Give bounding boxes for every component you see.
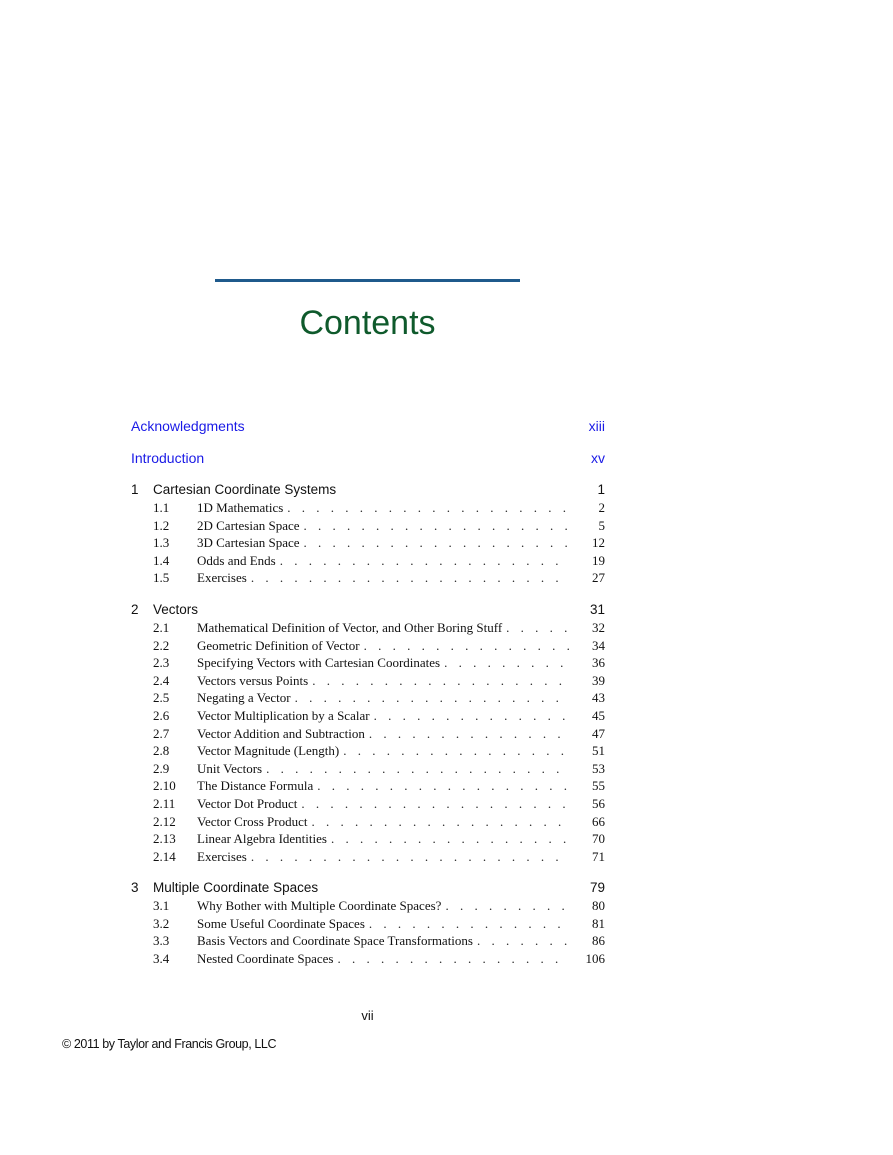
toc-section-title: 2D Cartesian Space: [197, 517, 304, 535]
toc-leader-dots: [317, 777, 569, 795]
toc-section-page: 19: [592, 552, 605, 568]
toc-section-title: 3D Cartesian Space: [197, 534, 304, 552]
toc-chapter-number: 1: [131, 482, 139, 497]
toc-leader-dots: [445, 897, 569, 915]
toc-section-row[interactable]: [131, 569, 605, 587]
table-of-contents: [131, 416, 605, 981]
toc-section-number: 3.3: [153, 933, 170, 949]
toc-section-page: 51: [592, 743, 605, 759]
toc-section-row[interactable]: [131, 742, 605, 760]
toc-section-number: 2.14: [153, 848, 176, 864]
toc-section-title: Vectors versus Points: [197, 672, 312, 690]
toc-section-number: 2.7: [153, 725, 170, 741]
toc-section-title: Vector Magnitude (Length): [197, 742, 343, 760]
toc-chapter: [131, 878, 605, 967]
toc-section-row[interactable]: [131, 534, 605, 552]
toc-section-row[interactable]: [131, 637, 605, 655]
toc-chapter-title: Multiple Coordinate Spaces: [153, 880, 319, 896]
title-rule: [215, 279, 520, 282]
toc-section-row[interactable]: [131, 499, 605, 517]
toc-chapter-number: 2: [131, 601, 139, 617]
toc-section-number: 2.12: [153, 813, 176, 829]
toc-section-page: 2: [598, 500, 605, 515]
toc-section-row[interactable]: [131, 517, 605, 535]
front-matter: [131, 416, 605, 468]
toc-section-page: 86: [592, 933, 605, 949]
toc-chapter-label: [131, 480, 336, 499]
toc-entry-page[interactable]: xv: [591, 450, 605, 466]
toc-section-page: 43: [592, 690, 605, 706]
toc-section-number: 2.5: [153, 690, 170, 706]
toc-section-row[interactable]: [131, 795, 605, 813]
toc-section-title: Vector Cross Product: [197, 813, 312, 831]
toc-entry-page[interactable]: xiii: [588, 418, 605, 434]
toc-section-page: 106: [585, 951, 605, 967]
toc-section-row[interactable]: [131, 725, 605, 743]
toc-section-page: 70: [592, 831, 605, 847]
toc-section-page: 81: [592, 915, 605, 931]
toc-front-entry[interactable]: [131, 416, 605, 436]
toc-section-title: Vector Addition and Subtraction: [197, 725, 369, 743]
toc-section-row[interactable]: [131, 932, 605, 950]
toc-leader-dots: [364, 637, 569, 655]
toc-chapter-page: 1: [597, 482, 605, 497]
toc-section-title: 1D Mathematics: [197, 499, 287, 517]
toc-section-page: 47: [592, 725, 605, 741]
toc-chapter-heading[interactable]: [131, 480, 605, 499]
toc-section-title: Vector Dot Product: [197, 795, 301, 813]
toc-section-title: Mathematical Definition of Vector, and Other Boring Stuff: [197, 619, 506, 637]
toc-entry-title[interactable]: Acknowledgments: [131, 418, 245, 434]
toc-leader-dots: [251, 848, 569, 866]
toc-leader-dots: [337, 950, 569, 968]
toc-section-number: 2.2: [153, 637, 170, 653]
toc-leader-dots: [312, 813, 570, 831]
toc-section-page: 55: [592, 778, 605, 794]
toc-section-page: 12: [592, 535, 605, 551]
toc-section-number: 1.5: [153, 570, 170, 586]
toc-entry-title[interactable]: Introduction: [131, 450, 205, 466]
toc-section-title: Unit Vectors: [197, 760, 266, 778]
toc-chapter-label: [131, 600, 198, 619]
toc-section-page: 45: [592, 707, 605, 723]
toc-section-title: Vector Multiplication by a Scalar: [197, 707, 374, 725]
toc-section-row[interactable]: [131, 707, 605, 725]
toc-section-title: Exercises: [197, 569, 251, 587]
page-title: Contents: [299, 304, 436, 342]
toc-leader-dots: [369, 915, 569, 933]
toc-leader-dots: [506, 619, 569, 637]
toc-leader-dots: [295, 689, 569, 707]
toc-chapter-title: Vectors: [153, 601, 199, 617]
toc-section-title: Negating a Vector: [197, 689, 295, 707]
toc-section-page: 39: [592, 672, 605, 688]
page-number: vii: [361, 1008, 374, 1023]
toc-section-number: 2.11: [153, 795, 176, 811]
toc-leader-dots: [331, 830, 569, 848]
toc-section-row[interactable]: [131, 897, 605, 915]
toc-leader-dots: [312, 672, 569, 690]
toc-section-number: 2.13: [153, 831, 176, 847]
toc-section-title: Geometric Definition of Vector: [197, 637, 364, 655]
toc-section-title: Odds and Ends: [197, 552, 280, 570]
toc-section-title: Why Bother with Multiple Coordinate Spaces?: [197, 897, 445, 915]
toc-section-number: 1.4: [153, 552, 170, 568]
toc-section-row[interactable]: [131, 689, 605, 707]
toc-section-title: Specifying Vectors with Cartesian Coordinates: [197, 654, 444, 672]
toc-chapter: [131, 480, 605, 587]
toc-chapter-title: Cartesian Coordinate Systems: [153, 482, 337, 497]
toc-chapter: [131, 600, 605, 865]
toc-section-number: 2.1: [153, 619, 170, 635]
toc-section-page: 80: [592, 898, 605, 914]
toc-leader-dots: [374, 707, 569, 725]
toc-section-page: 71: [592, 848, 605, 864]
toc-section-page: 66: [592, 813, 605, 829]
toc-section-number: 1.1: [153, 500, 170, 515]
toc-section-number: 3.2: [153, 915, 170, 931]
toc-section-number: 1.2: [153, 517, 170, 533]
toc-section-number: 3.4: [153, 951, 170, 967]
toc-section-title: Basis Vectors and Coordinate Space Transformations: [197, 932, 477, 950]
toc-section-title: The Distance Formula: [197, 777, 317, 795]
toc-leader-dots: [304, 517, 569, 535]
toc-section-title: Exercises: [197, 848, 251, 866]
toc-section-number: 1.3: [153, 535, 170, 551]
toc-section-row[interactable]: [131, 619, 605, 637]
toc-leader-dots: [280, 552, 569, 570]
toc-section-page: 36: [592, 655, 605, 671]
toc-section-row[interactable]: [131, 950, 605, 968]
toc-section-page: 56: [592, 795, 605, 811]
toc-leader-dots: [251, 569, 569, 587]
toc-section-row[interactable]: [131, 654, 605, 672]
toc-section-title: Some Useful Coordinate Spaces: [197, 915, 369, 933]
toc-section-page: 5: [598, 517, 605, 533]
toc-section-number: 2.4: [153, 672, 170, 688]
toc-section-number: 2.3: [153, 655, 170, 671]
toc-chapter-page: 79: [589, 880, 605, 896]
toc-section-row[interactable]: [131, 813, 605, 831]
toc-leader-dots: [477, 932, 569, 950]
toc-section-title: Linear Algebra Identities: [197, 830, 331, 848]
toc-section-row[interactable]: [131, 915, 605, 933]
toc-leader-dots: [304, 534, 569, 552]
toc-section-row[interactable]: [131, 830, 605, 848]
toc-section-row[interactable]: [131, 777, 605, 795]
toc-front-entry[interactable]: [131, 448, 605, 468]
toc-section-page: 34: [592, 637, 605, 653]
toc-chapter-number: 3: [131, 880, 139, 896]
toc-section-title: Nested Coordinate Spaces: [197, 950, 337, 968]
toc-leader-dots: [369, 725, 569, 743]
toc-chapter-heading[interactable]: [131, 878, 605, 897]
toc-section-number: 2.9: [153, 760, 170, 776]
toc-section-number: 2.6: [153, 707, 170, 723]
toc-leader-dots: [343, 742, 569, 760]
toc-section-number: 3.1: [153, 898, 170, 914]
toc-section-page: 53: [592, 760, 605, 776]
copyright-notice: © 2011 by Taylor and Francis Group, LLC: [62, 1037, 277, 1051]
toc-section-number: 2.8: [153, 743, 170, 759]
toc-section-page: 32: [592, 619, 605, 635]
toc-chapter-page: 31: [589, 601, 605, 617]
toc-leader-dots: [301, 795, 569, 813]
toc-section-page: 27: [592, 570, 605, 586]
toc-section-row[interactable]: [131, 848, 605, 866]
toc-section-row[interactable]: [131, 760, 605, 778]
toc-chapter-heading[interactable]: [131, 600, 605, 619]
toc-leader-dots: [266, 760, 569, 778]
toc-leader-dots: [287, 499, 569, 517]
toc-section-number: 2.10: [153, 778, 176, 794]
toc-chapter-label: [131, 878, 318, 897]
toc-section-row[interactable]: [131, 672, 605, 690]
toc-section-row[interactable]: [131, 552, 605, 570]
toc-leader-dots: [444, 654, 569, 672]
chapter-list: [131, 480, 605, 968]
